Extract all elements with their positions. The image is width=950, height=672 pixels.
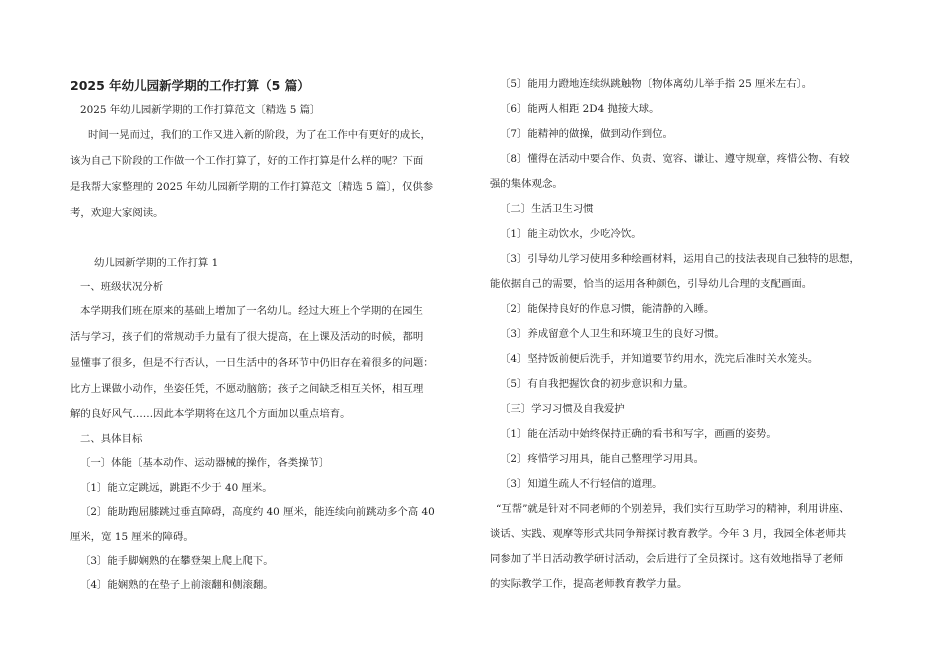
list-item: 〔5〕有自我把握饮食的初步意识和力量。 bbox=[500, 378, 694, 390]
section-heading: 一、班级状况分析 bbox=[80, 281, 164, 293]
paragraph-line: 考，欢迎大家阅读。 bbox=[70, 207, 164, 219]
list-item: 〔1〕能主动饮水，少吃冷饮。 bbox=[500, 228, 642, 240]
paragraph-line: 是我帮大家整理的 2025 年幼儿园新学期的工作打算范文〔精选 5 篇〕，仅供参 bbox=[70, 181, 434, 193]
paragraph-line: 显懂事了很多，但是不行否认，一日生活中的各环节中仍旧存在着很多的问题： bbox=[70, 357, 434, 369]
paragraph-line: 谈话、实践、观摩等形式共同争辩探讨教育教学。今年 3 月，我园全体老师共 bbox=[490, 528, 847, 540]
section-heading: 〔三〕学习习惯及自我爱护 bbox=[500, 403, 625, 415]
list-item: 〔5〕能用力蹬地连续纵跳触物〔物体离幼儿举手指 25 厘米左右〕。 bbox=[500, 78, 813, 90]
list-item: 〔8〕懂得在活动中要合作、负责、宽容、谦让、遵守规章，疼惜公物、有较 bbox=[500, 153, 850, 165]
paragraph-line: 解的良好风气……因此本学期将在这几个方面加以重点培育。 bbox=[70, 408, 351, 420]
paragraph-line: 时间一晃而过，我们的工作又进入新的阶段，为了在工作中有更好的成长， bbox=[88, 129, 431, 141]
list-item: 〔一〕体能〔基本动作、运动器械的操作，各类操节〕 bbox=[80, 457, 330, 469]
list-item: 〔4〕能娴熟的在垫子上前滚翻和侧滚翻。 bbox=[80, 579, 274, 591]
list-item: 〔3〕养成留意个人卫生和环境卫生的良好习惯。 bbox=[500, 328, 725, 340]
list-item: 〔2〕能助跑屈膝跳过垂直障碍，高度约 40 厘米，能连续向前跳动多个高 40 bbox=[80, 506, 435, 518]
paragraph-line: 本学期我们班在原来的基础上增加了一名幼儿。经过大班上个学期的在园生 bbox=[80, 305, 423, 317]
list-item: 〔1〕能立定跳远，跳距不少于 40 厘米。 bbox=[80, 482, 273, 494]
list-item: 〔3〕引导幼儿学习使用多种绘画材料，运用自己的技法表现自己独特的思想， bbox=[500, 253, 860, 265]
section-heading: 〔二〕生活卫生习惯 bbox=[500, 203, 594, 215]
list-item: 〔3〕知道生疏人不行轻信的道理。 bbox=[500, 478, 663, 490]
paragraph-line: 同参加了半日活动教学研讨活动，会后进行了全员探讨。这有效地指导了老师 bbox=[490, 553, 844, 565]
paragraph-line: 活与学习，孩子们的常规动手力量有了很大提高，在上课及活动的时候，都明 bbox=[70, 331, 424, 343]
list-item: 厘米，宽 15 厘米的障碍。 bbox=[70, 531, 194, 543]
document-title: 2025 年幼儿园新学期的工作打算（5 篇） bbox=[70, 78, 310, 93]
list-item: 强的集体观念。 bbox=[490, 178, 563, 190]
list-item: 〔4〕坚持饭前便后洗手，并知道要节约用水，洗完后准时关水笼头。 bbox=[500, 353, 819, 365]
paragraph-line: 的实际教学工作，提高老师教育教学力量。 bbox=[490, 578, 688, 590]
section-heading: 幼儿园新学期的工作打算 1 bbox=[94, 257, 219, 269]
list-item: 〔2〕疼惜学习用具，能自己整理学习用具。 bbox=[500, 453, 705, 465]
list-item: 〔2〕能保持良好的作息习惯，能清静的入睡。 bbox=[500, 303, 715, 315]
subtitle: 2025 年幼儿园新学期的工作打算范文〔精选 5 篇〕 bbox=[80, 104, 321, 116]
paragraph-line: 该为自己下阶段的工作做一个工作打算了，好的工作打算是什么样的呢？下面 bbox=[70, 155, 424, 167]
paragraph-line: “互帮”就是针对不同老师的个别差异，我们实行互助学习的精神，利用讲座、 bbox=[496, 503, 850, 515]
list-item: 能依据自己的需要，恰当的运用各种颜色，引导幼儿合理的支配画面。 bbox=[490, 278, 813, 290]
list-item: 〔1〕能在活动中始终保持正确的看书和写字，画画的姿势。 bbox=[500, 428, 777, 440]
list-item: 〔3〕能手脚娴熟的在攀登架上爬上爬下。 bbox=[80, 555, 274, 567]
list-item: 〔7〕能精神的做操，做到动作到位。 bbox=[500, 128, 673, 140]
section-heading: 二、具体目标 bbox=[80, 433, 143, 445]
paragraph-line: 比方上课做小动作，坐姿任凭，不愿动脑筋；孩子之间缺乏相互关怀，相互理 bbox=[70, 383, 424, 395]
list-item: 〔6〕能两人相距 2D4 抛接大球。 bbox=[500, 103, 660, 115]
